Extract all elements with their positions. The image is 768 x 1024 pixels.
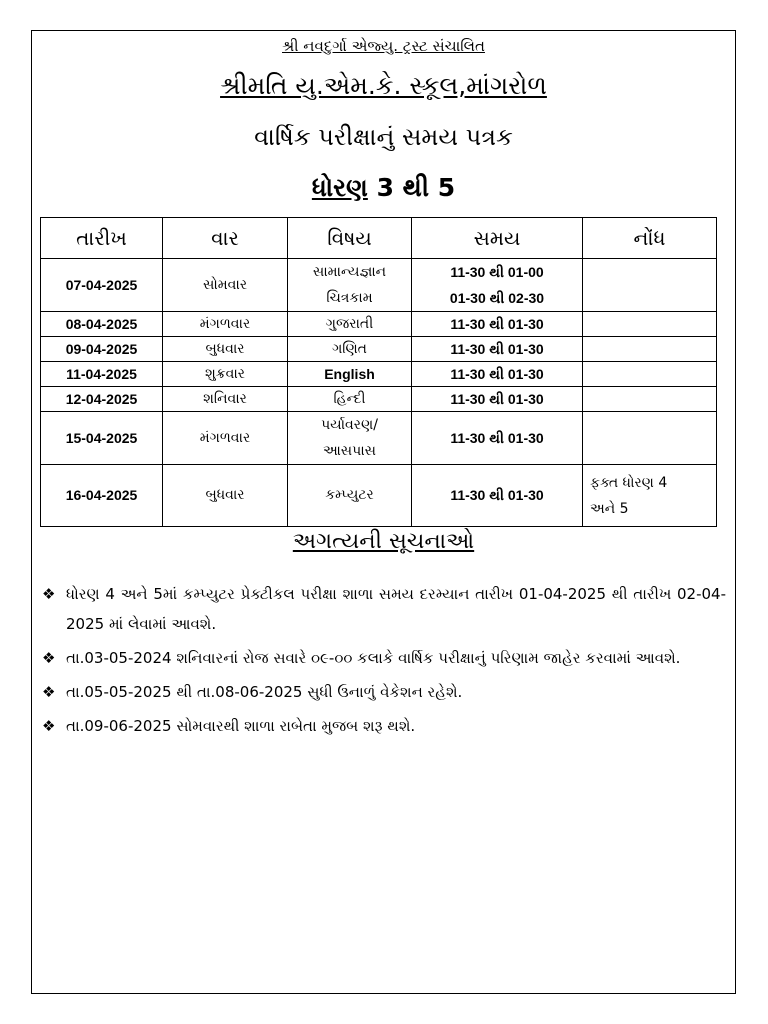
cell-note	[583, 312, 717, 337]
subject-line: આસપાસ	[322, 443, 376, 459]
cell-note	[583, 387, 717, 412]
cell-note	[583, 412, 717, 465]
table-row	[41, 387, 717, 412]
subject-line: ચિત્રકામ	[326, 290, 373, 306]
diamond-bullet-icon: ❖	[42, 649, 56, 667]
timetable-page	[31, 30, 736, 994]
col-header-day: વાર	[163, 218, 288, 259]
standard-heading	[32, 173, 735, 203]
cell-note	[583, 259, 717, 312]
notes-list	[42, 579, 726, 745]
table-row	[41, 362, 717, 387]
list-item	[42, 579, 726, 639]
cell-day: બુધવાર	[163, 337, 288, 362]
cell-day: શનિવાર	[163, 387, 288, 412]
cell-time: 11-30 થી 01-30	[412, 412, 583, 465]
cell-subject: ગણિત	[288, 337, 412, 362]
cell-subject: ગુજરાતી	[288, 312, 412, 337]
table-row	[41, 465, 717, 527]
cell-time: 11-30 થી 01-30	[412, 387, 583, 412]
table-row	[41, 412, 717, 465]
table-row	[41, 259, 717, 312]
diamond-bullet-icon: ❖	[42, 585, 56, 603]
col-header-time: સમય	[412, 218, 583, 259]
cell-day: સોમવાર	[163, 259, 288, 312]
cell-date: 08-04-2025	[41, 312, 163, 337]
trust-name: શ્રી નવદુર્ગા એજ્યુ. ટ્રસ્ટ સંચાલિત	[282, 37, 485, 55]
list-item	[42, 677, 726, 707]
time-line: 01-30 થી 02-30	[449, 290, 545, 306]
cell-day: મંગળવાર	[163, 312, 288, 337]
standard-range: 3 થી 5	[376, 173, 456, 202]
table-row	[41, 312, 717, 337]
cell-time: 11-30 થી 01-30	[412, 337, 583, 362]
cell-note	[583, 362, 717, 387]
subject-line: પર્યાવરણ/	[321, 417, 378, 433]
cell-subject	[288, 259, 412, 312]
notes-heading: અગત્યની સૂચનાઓ	[292, 529, 475, 554]
cell-time: 11-30 થી 01-30	[412, 465, 583, 527]
cell-date: 07-04-2025	[41, 259, 163, 312]
diamond-bullet-icon: ❖	[42, 683, 56, 701]
school-name: શ્રીમતિ યુ.એમ.કે. સ્કૂલ,માંગરોળ	[220, 71, 547, 100]
cell-day: શુક્રવાર	[163, 362, 288, 387]
col-header-subject: વિષય	[288, 218, 412, 259]
cell-date: 16-04-2025	[41, 465, 163, 527]
cell-subject: કમ્પ્યુટર	[288, 465, 412, 527]
note-line: ફક્ત ધોરણ 4	[590, 474, 668, 491]
note-line: અને 5	[590, 500, 629, 517]
cell-subject: હિન્દી	[288, 387, 412, 412]
cell-subject: English	[288, 362, 412, 387]
note-text: તા.03-05-2024 શનિવારનાં રોજ સવારે ૦૯-૦૦ કલાકે વાર્ષિક પરીક્ષાનું પરિણામ જાહેર કરવામાં આવશે.	[66, 649, 681, 667]
time-line: 11-30 થી 01-00	[450, 264, 544, 280]
cell-note	[583, 337, 717, 362]
cell-date: 15-04-2025	[41, 412, 163, 465]
cell-date: 11-04-2025	[41, 362, 163, 387]
cell-note	[583, 465, 717, 527]
note-text: ધોરણ 4 અને 5માં કમ્પ્યુટર પ્રેક્ટીકલ પરીક્ષા શાળા સમય દરમ્યાન તારીખ 01-04-2025 થી તારીખ 02-04-2025 માં લેવામાં આવશે.	[66, 585, 726, 633]
cell-day: બુધવાર	[163, 465, 288, 527]
col-header-note: નોંધ	[583, 218, 717, 259]
subject-line: સામાન્યજ્ઞાન	[312, 264, 387, 280]
note-text: તા.05-05-2025 થી તા.08-06-2025 સુધી ઉનાળું વેકેશન રહેશે.	[66, 683, 463, 701]
diamond-bullet-icon: ❖	[42, 717, 56, 735]
exam-title: વાર્ષિક પરીક્ષાનું સમય પત્રક	[254, 123, 513, 151]
cell-subject	[288, 412, 412, 465]
standard-word: ધોરણ	[311, 173, 368, 202]
cell-time: 11-30 થી 01-30	[412, 362, 583, 387]
cell-day: મંગળવાર	[163, 412, 288, 465]
cell-date: 09-04-2025	[41, 337, 163, 362]
exam-timetable	[40, 217, 717, 527]
col-header-date: તારીખ	[41, 218, 163, 259]
table-row	[41, 337, 717, 362]
cell-time	[412, 259, 583, 312]
cell-date: 12-04-2025	[41, 387, 163, 412]
note-text: તા.09-06-2025 સોમવારથી શાળા રાબેતા મુજબ શરૂ થશે.	[66, 717, 416, 735]
cell-time: 11-30 થી 01-30	[412, 312, 583, 337]
table-header-row	[41, 218, 717, 259]
list-item	[42, 711, 726, 741]
list-item	[42, 643, 726, 673]
